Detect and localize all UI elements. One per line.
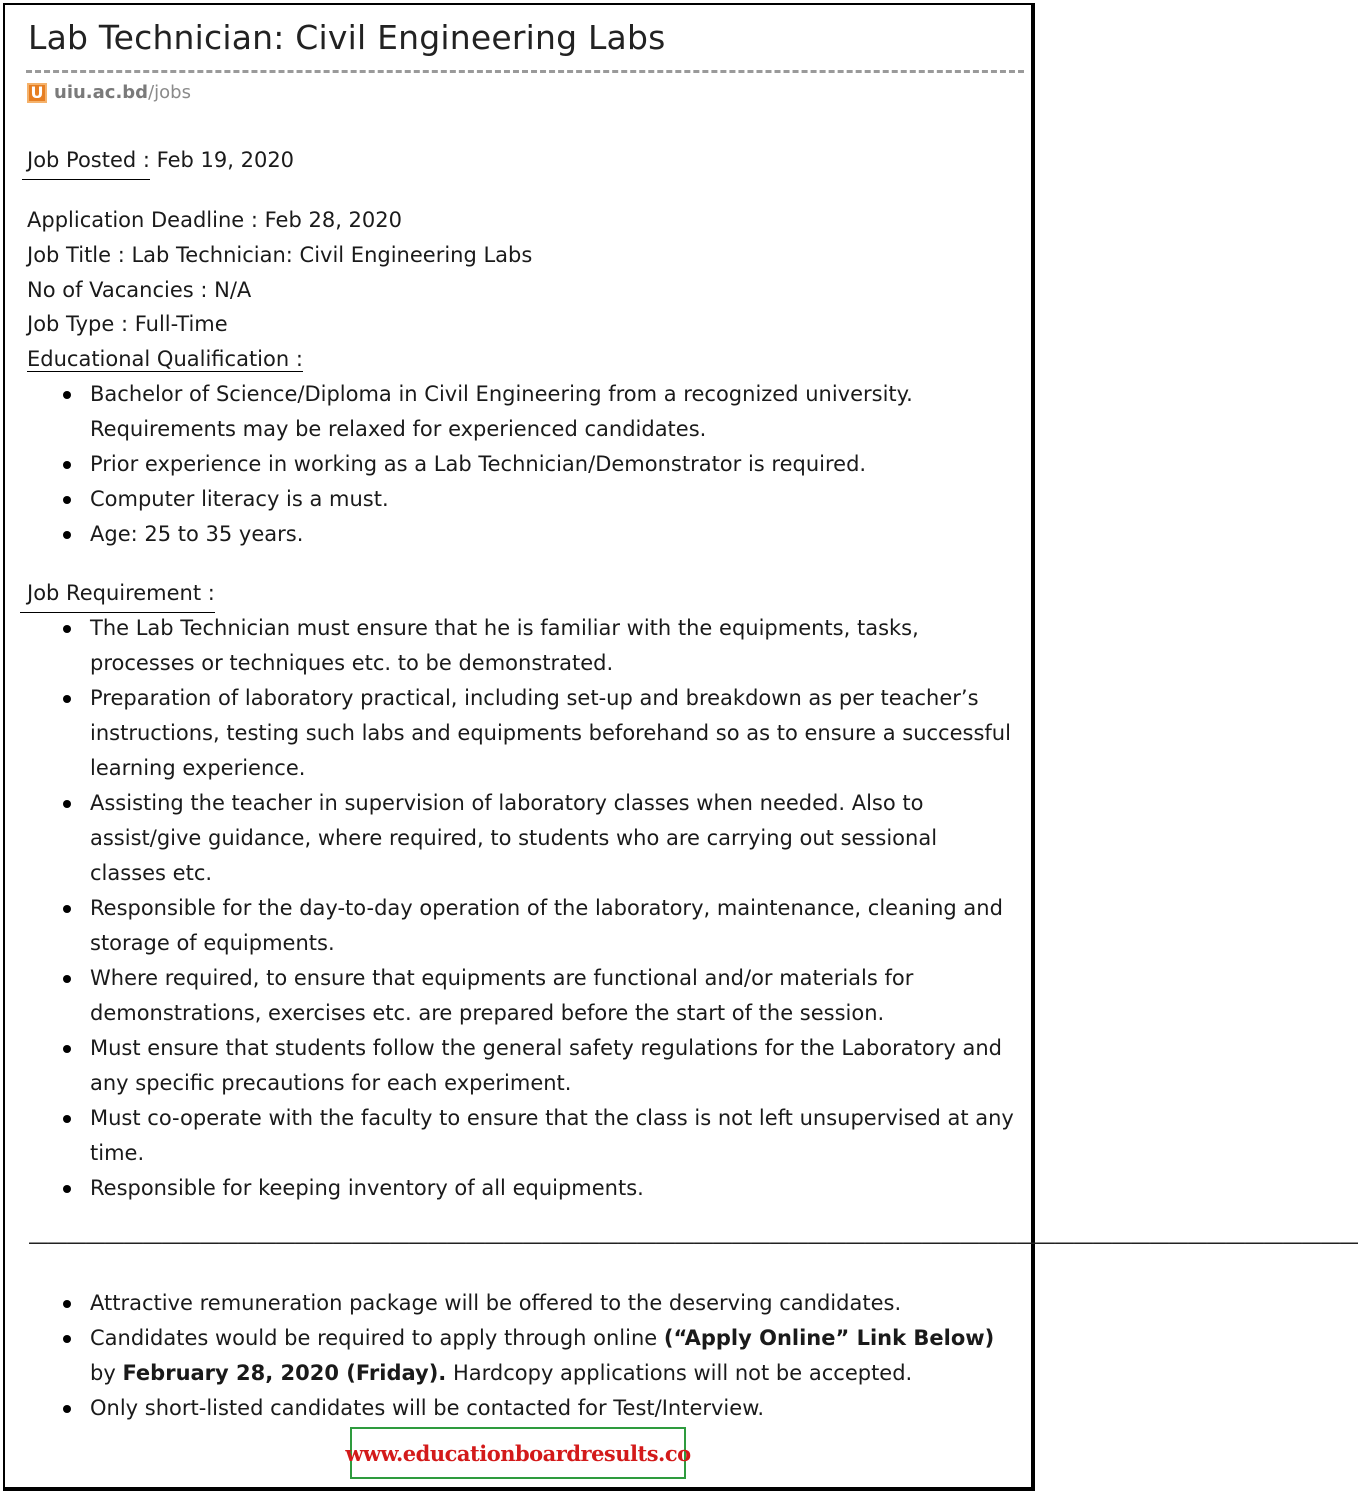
list-item: Prior experience in working as a Lab Technician/Demonstrator is required. <box>26 447 946 482</box>
title-divider <box>26 70 1024 73</box>
apply-online-link-note: (“Apply Online” Link Below) <box>663 1326 995 1350</box>
deadline-date: February 28, 2020 (Friday). <box>122 1361 447 1385</box>
list-item: Computer literacy is a must. <box>26 482 946 517</box>
list-item: Preparation of laboratory practical, including set-up and breakdown as per teacher’s instructions, testing such labs and equipments beforehand so as to ensure a successful learning experience. <box>26 681 1016 786</box>
list-item: Only short-listed candidates will be contacted for Test/Interview. <box>26 1391 1021 1426</box>
list-item: Candidates would be required to apply through online (“Apply Online” Link Below) by February 28, 2020 (Friday). Hardcopy applications will not be accepted. <box>26 1321 1021 1391</box>
watermark-text: www.educationboardresults.co <box>345 1440 691 1466</box>
job-type-line: Job Type : Full-Time <box>27 312 228 336</box>
watermark-stamp <box>345 1427 691 1479</box>
list-item: Must co-operate with the faculty to ensure that the class is not left unsupervised at any time. <box>26 1101 1016 1171</box>
job-title-line: Job Title : Lab Technician: Civil Engineering Labs <box>27 243 533 267</box>
requirement-heading-label: Job Requirement : <box>20 581 215 613</box>
list-item: Where required, to ensure that equipments are functional and/or materials for demonstrations, exercises etc. are prepared before the start of the session. <box>26 961 1016 1031</box>
list-item: Age: 25 to 35 years. <box>26 517 946 552</box>
application-deadline: Application Deadline : Feb 28, 2020 <box>27 208 402 232</box>
page-title: Lab Technician: Civil Engineering Labs <box>28 18 666 57</box>
list-item: Must ensure that students follow the general safety regulations for the Laboratory and any specific precautions for each experiment. <box>26 1031 1016 1101</box>
source-link[interactable] <box>27 82 191 103</box>
list-item: Responsible for keeping inventory of all equipments. <box>26 1171 1016 1206</box>
education-heading-label: Educational Qualification : <box>27 347 303 371</box>
education-list <box>26 377 946 552</box>
education-heading <box>27 342 303 377</box>
list-item: The Lab Technician must ensure that he is familiar with the equipments, tasks, processes or techniques etc. to be demonstrated. <box>26 611 1016 681</box>
notes-list <box>26 1286 1021 1426</box>
job-posted-value: Feb 19, 2020 <box>150 148 295 172</box>
list-item: Attractive remuneration package will be offered to the deserving candidates. <box>26 1286 1021 1321</box>
list-item: Bachelor of Science/Diploma in Civil Engineering from a recognized university. Requirements may be relaxed for experienced candidates. <box>26 377 946 447</box>
source-path[interactable]: /jobs <box>148 82 191 103</box>
job-posted-label: Job Posted : <box>22 148 150 180</box>
requirement-heading <box>20 576 215 611</box>
source-domain[interactable]: uiu.ac.bd <box>54 82 149 103</box>
job-posted <box>22 143 294 178</box>
list-item: Responsible for the day-to-day operation of the laboratory, maintenance, cleaning and storage of equipments. <box>26 891 1016 961</box>
list-item: Assisting the teacher in supervision of laboratory classes when needed. Also to assist/give guidance, where required, to students who are carrying out sessional classes etc. <box>26 786 1016 891</box>
section-divider: —————————————————————————————————————————————————————————————————————— <box>28 1230 1358 1254</box>
vacancies-line: No of Vacancies : N/A <box>27 278 252 302</box>
requirement-list <box>26 611 1016 1206</box>
uiu-logo-icon: U <box>27 83 47 103</box>
